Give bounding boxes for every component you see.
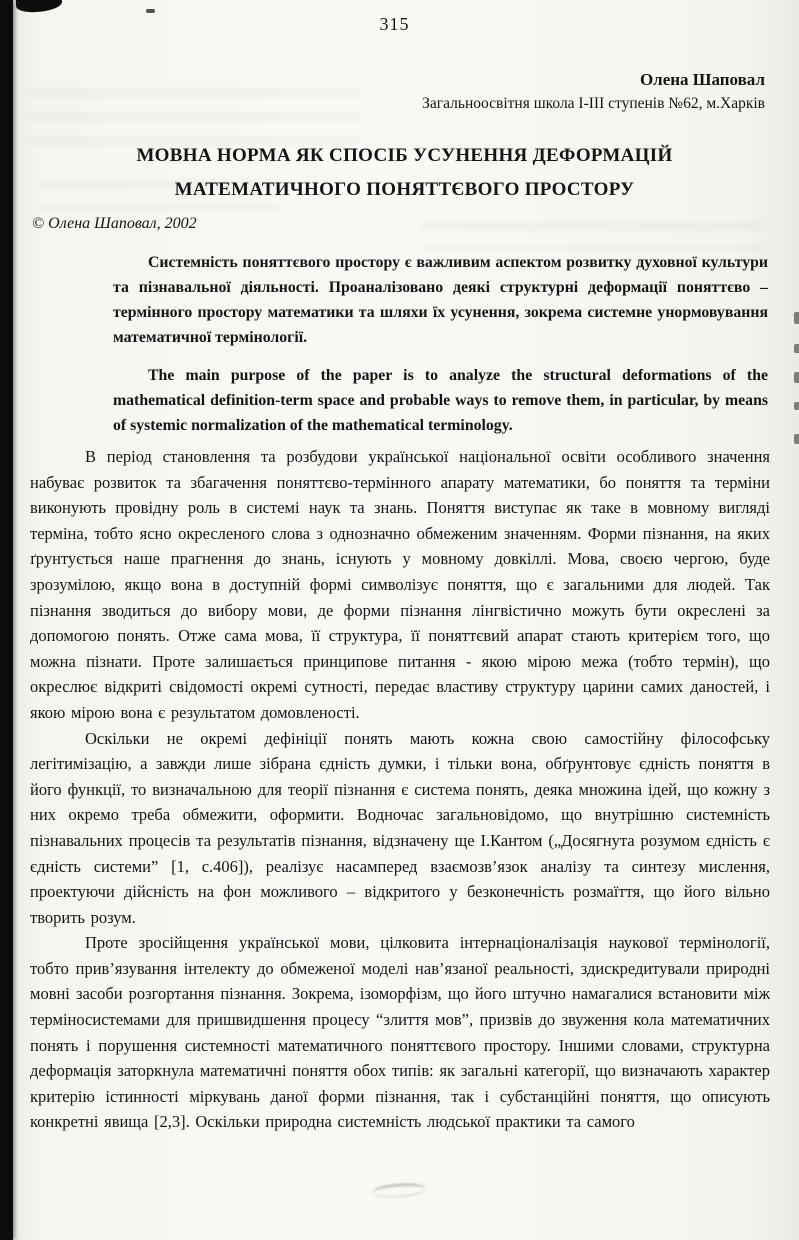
- abstract-ukrainian: Системність поняттєвого простору є важливим аспектом розвитку духовної культури та пізнавальної діяльності. Проаналізовано деякі структурні деформації поняттєво – термінного простору математики та шляхи їх усунення, зокрема системне унормовування математичної термінології.: [113, 254, 768, 346]
- bottom-smudge-artifact: [372, 1182, 427, 1199]
- bleedthrough-text-artifact: [420, 222, 760, 250]
- right-edge-mark: [794, 434, 799, 444]
- author-name: Олена Шаповал: [639, 70, 765, 89]
- page-number: 315: [379, 14, 410, 34]
- copyright-line: © Олена Шаповал, 2002: [32, 215, 197, 232]
- body-paragraph: Проте зросійщення української мови, цілковита інтернаціоналізація наукової термінології, тобто прив’язування інтелекту до обмеженої моделі нав’язаної реальності, здискредитували природні мовні засоби розгортання пізнання. Зокрема, ізоморфізм, що його штучно намагалися встановити між терміносистемами для пришвидшення процесу “злиття мов”, призвів до звуження кола математичних понять і порушення системності математичного поняттєвого простору. Іншими словами, структурна деформація заторкнула математичні поняття обох типів: як загальні категорії, що визначають характер критерію істинності міркувань даної форми пізнання, так і субстанційні поняття, що описують конкретні явища [2,3]. Оскільки природна системність людської практики та самого: [30, 933, 770, 1132]
- right-edge-mark: [794, 312, 799, 324]
- body-paragraph: Оскільки не окремі дефініції понять мають кожна свою самостійну філософську легітимізацію, а завжди лише зібрана єдність думки, і тільки вона, обґрунтовує єдність поняття в його функції, то визначальною для теорії пізнання є система понять, деяка множина ідей, що кожну з них окремо треба обмежити, оформити. Водночас загальновідомо, що внутрішню системність пізнавальних процесів та результатів пізнання, відзначену ще І.Кантом („Досягнута розумом єдність є єдність системи” [1, с.406]), реалізує насамперед взаємозв’язок аналізу та синтезу мислення, проектуючи дійсність на фон можливого – відкритого у безконечність розмаїття, що його вільно творить розум.: [30, 728, 770, 927]
- article-body: [30, 444, 770, 1135]
- left-edge-scan-artifact: [0, 0, 13, 1240]
- abstract-section: [113, 250, 768, 451]
- article-title: [55, 139, 754, 207]
- title-line-2: МАТЕМАТИЧНОГО ПОНЯТТЄВОГО ПРОСТОРУ: [174, 179, 635, 200]
- body-paragraph: В період становлення та розбудови української національної освіти особливого значення набуває розвиток та збагачення поняттєво-термінного апарату математики, бо поняття та терміни виконують провідну роль в системі наук та знань. Поняття виступає як таке в мовному вигляді терміна, тобто ясно окресленого слова з однозначно обмеженим значенням. Форми пізнання, на яких ґрунтується наше прагнення до знань, існують у мовному довкіллі. Мова, своєю чергою, буде зрозумілою, якщо вона в доступній формі символізує поняття, що є загальними для людей. Так пізнання зводиться до вибору мови, де форми пізнання лінгвістично можуть бути окреслені за допомогою понять. Отже сама мова, її структура, її поняттєвий апарат стають критерієм того, що можна пізнати. Проте залишається принципове питання - якою мірою межа (тобто термін), що окреслює відкриті свідомості окремі сутності, передає властиву структуру царини самих даностей, і якою мірою вона є результатом домовленості.: [30, 447, 770, 722]
- right-edge-mark: [794, 402, 799, 410]
- abstract-english: The main purpose of the paper is to analyze the structural deformations of the mathematical definition-term space and probable ways to remove them, in particular, by means of systemic normalization of the mathematical terminology.: [113, 367, 768, 434]
- author-block: [120, 70, 765, 113]
- author-affiliation: Загальноосвітня школа І-ІІІ ступенів №62, м.Харків: [422, 95, 765, 112]
- right-edge-mark: [794, 344, 799, 353]
- corner-ink-mark: [16, 0, 63, 13]
- right-edge-mark: [794, 372, 799, 383]
- title-line-1: МОВНА НОРМА ЯК СПОСІБ УСУНЕННЯ ДЕФОРМАЦІЙ: [136, 145, 673, 166]
- ink-speck: [146, 9, 155, 13]
